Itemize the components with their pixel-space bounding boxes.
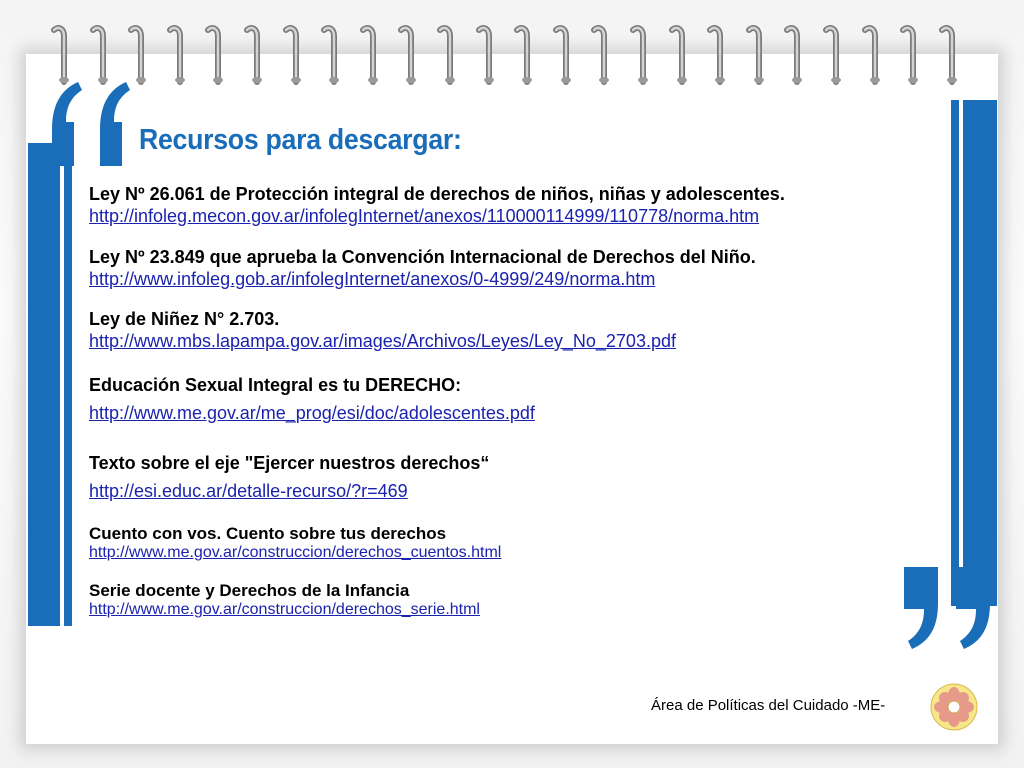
spiral-ring-icon <box>629 22 651 86</box>
resource-title: Cuento con vos. Cuento sobre tus derechos <box>89 524 447 543</box>
resource-link[interactable]: http://www.me.gov.ar/me_prog/esi/doc/adolescentes.pdf <box>89 403 535 423</box>
spiral-ring-icon <box>166 22 188 86</box>
spiral-ring-icon <box>513 22 535 86</box>
spiral-ring-icon <box>822 22 844 86</box>
resource-item <box>89 453 489 502</box>
resource-item <box>89 247 756 290</box>
resource-item <box>89 581 480 619</box>
open-quote-icon <box>30 78 140 168</box>
resource-item <box>89 184 785 227</box>
spiral-ring-icon <box>668 22 690 86</box>
spiral-ring-icon <box>899 22 921 86</box>
footer-text: Área de Políticas del Cuidado -ME- <box>651 697 886 714</box>
resource-title: Texto sobre el eje "Ejercer nuestros derechos“ <box>89 453 490 473</box>
spiral-ring-icon <box>50 22 72 86</box>
flower-logo-icon <box>930 683 978 731</box>
right-accent-bar <box>963 100 997 606</box>
resource-link[interactable]: http://esi.educ.ar/detalle-recurso/?r=469 <box>89 481 408 501</box>
left-accent-bar <box>28 143 60 626</box>
resource-title: Ley Nº 26.061 de Protección integral de derechos de niños, niñas y adolescentes. <box>89 184 785 204</box>
resource-link[interactable]: http://www.me.gov.ar/construccion/derechos_cuentos.html <box>89 544 502 561</box>
resource-link[interactable]: http://www.me.gov.ar/construccion/derechos_serie.html <box>89 601 480 618</box>
right-accent-bar-thin <box>951 100 959 606</box>
left-accent-bar-thin <box>64 143 72 626</box>
spiral-ring-icon <box>475 22 497 86</box>
resource-link[interactable]: http://infoleg.mecon.gov.ar/infolegInternet/anexos/110000114999/110778/norma.htm <box>89 206 760 226</box>
spiral-ring-icon <box>127 22 149 86</box>
resource-link[interactable]: http://www.mbs.lapampa.gov.ar/images/Archivos/Leyes/Ley_No_2703.pdf <box>89 331 676 351</box>
close-quote-icon <box>898 565 1002 651</box>
spiral-ring-icon <box>861 22 883 86</box>
spiral-ring-icon <box>436 22 458 86</box>
resource-title: Ley Nº 23.849 que aprueba la Convención Internacional de Derechos del Niño. <box>89 247 756 267</box>
spiral-ring-icon <box>282 22 304 86</box>
page-title: Recursos para descargar: <box>139 124 462 156</box>
spiral-ring-icon <box>397 22 419 86</box>
resource-title: Serie docente y Derechos de la Infancia <box>89 581 410 600</box>
spiral-ring-icon <box>938 22 960 86</box>
spiral-ring-icon <box>243 22 265 86</box>
spiral-ring-icon <box>204 22 226 86</box>
spiral-ring-icon <box>359 22 381 86</box>
spiral-ring-icon <box>320 22 342 86</box>
spiral-ring-icon <box>745 22 767 86</box>
resource-item <box>89 375 535 424</box>
spiral-ring-icon <box>783 22 805 86</box>
resource-item <box>89 309 676 352</box>
resource-item <box>89 524 501 562</box>
resource-link[interactable]: http://www.infoleg.gob.ar/infolegInternet/anexos/0-4999/249/norma.htm <box>89 269 656 289</box>
spiral-ring-icon <box>706 22 728 86</box>
resource-title: Educación Sexual Integral es tu DERECHO: <box>89 375 462 395</box>
notebook-spiral <box>50 22 990 92</box>
spiral-ring-icon <box>552 22 574 86</box>
spiral-ring-icon <box>89 22 111 86</box>
resource-title: Ley de Niñez N° 2.703. <box>89 309 280 329</box>
spiral-ring-icon <box>590 22 612 86</box>
